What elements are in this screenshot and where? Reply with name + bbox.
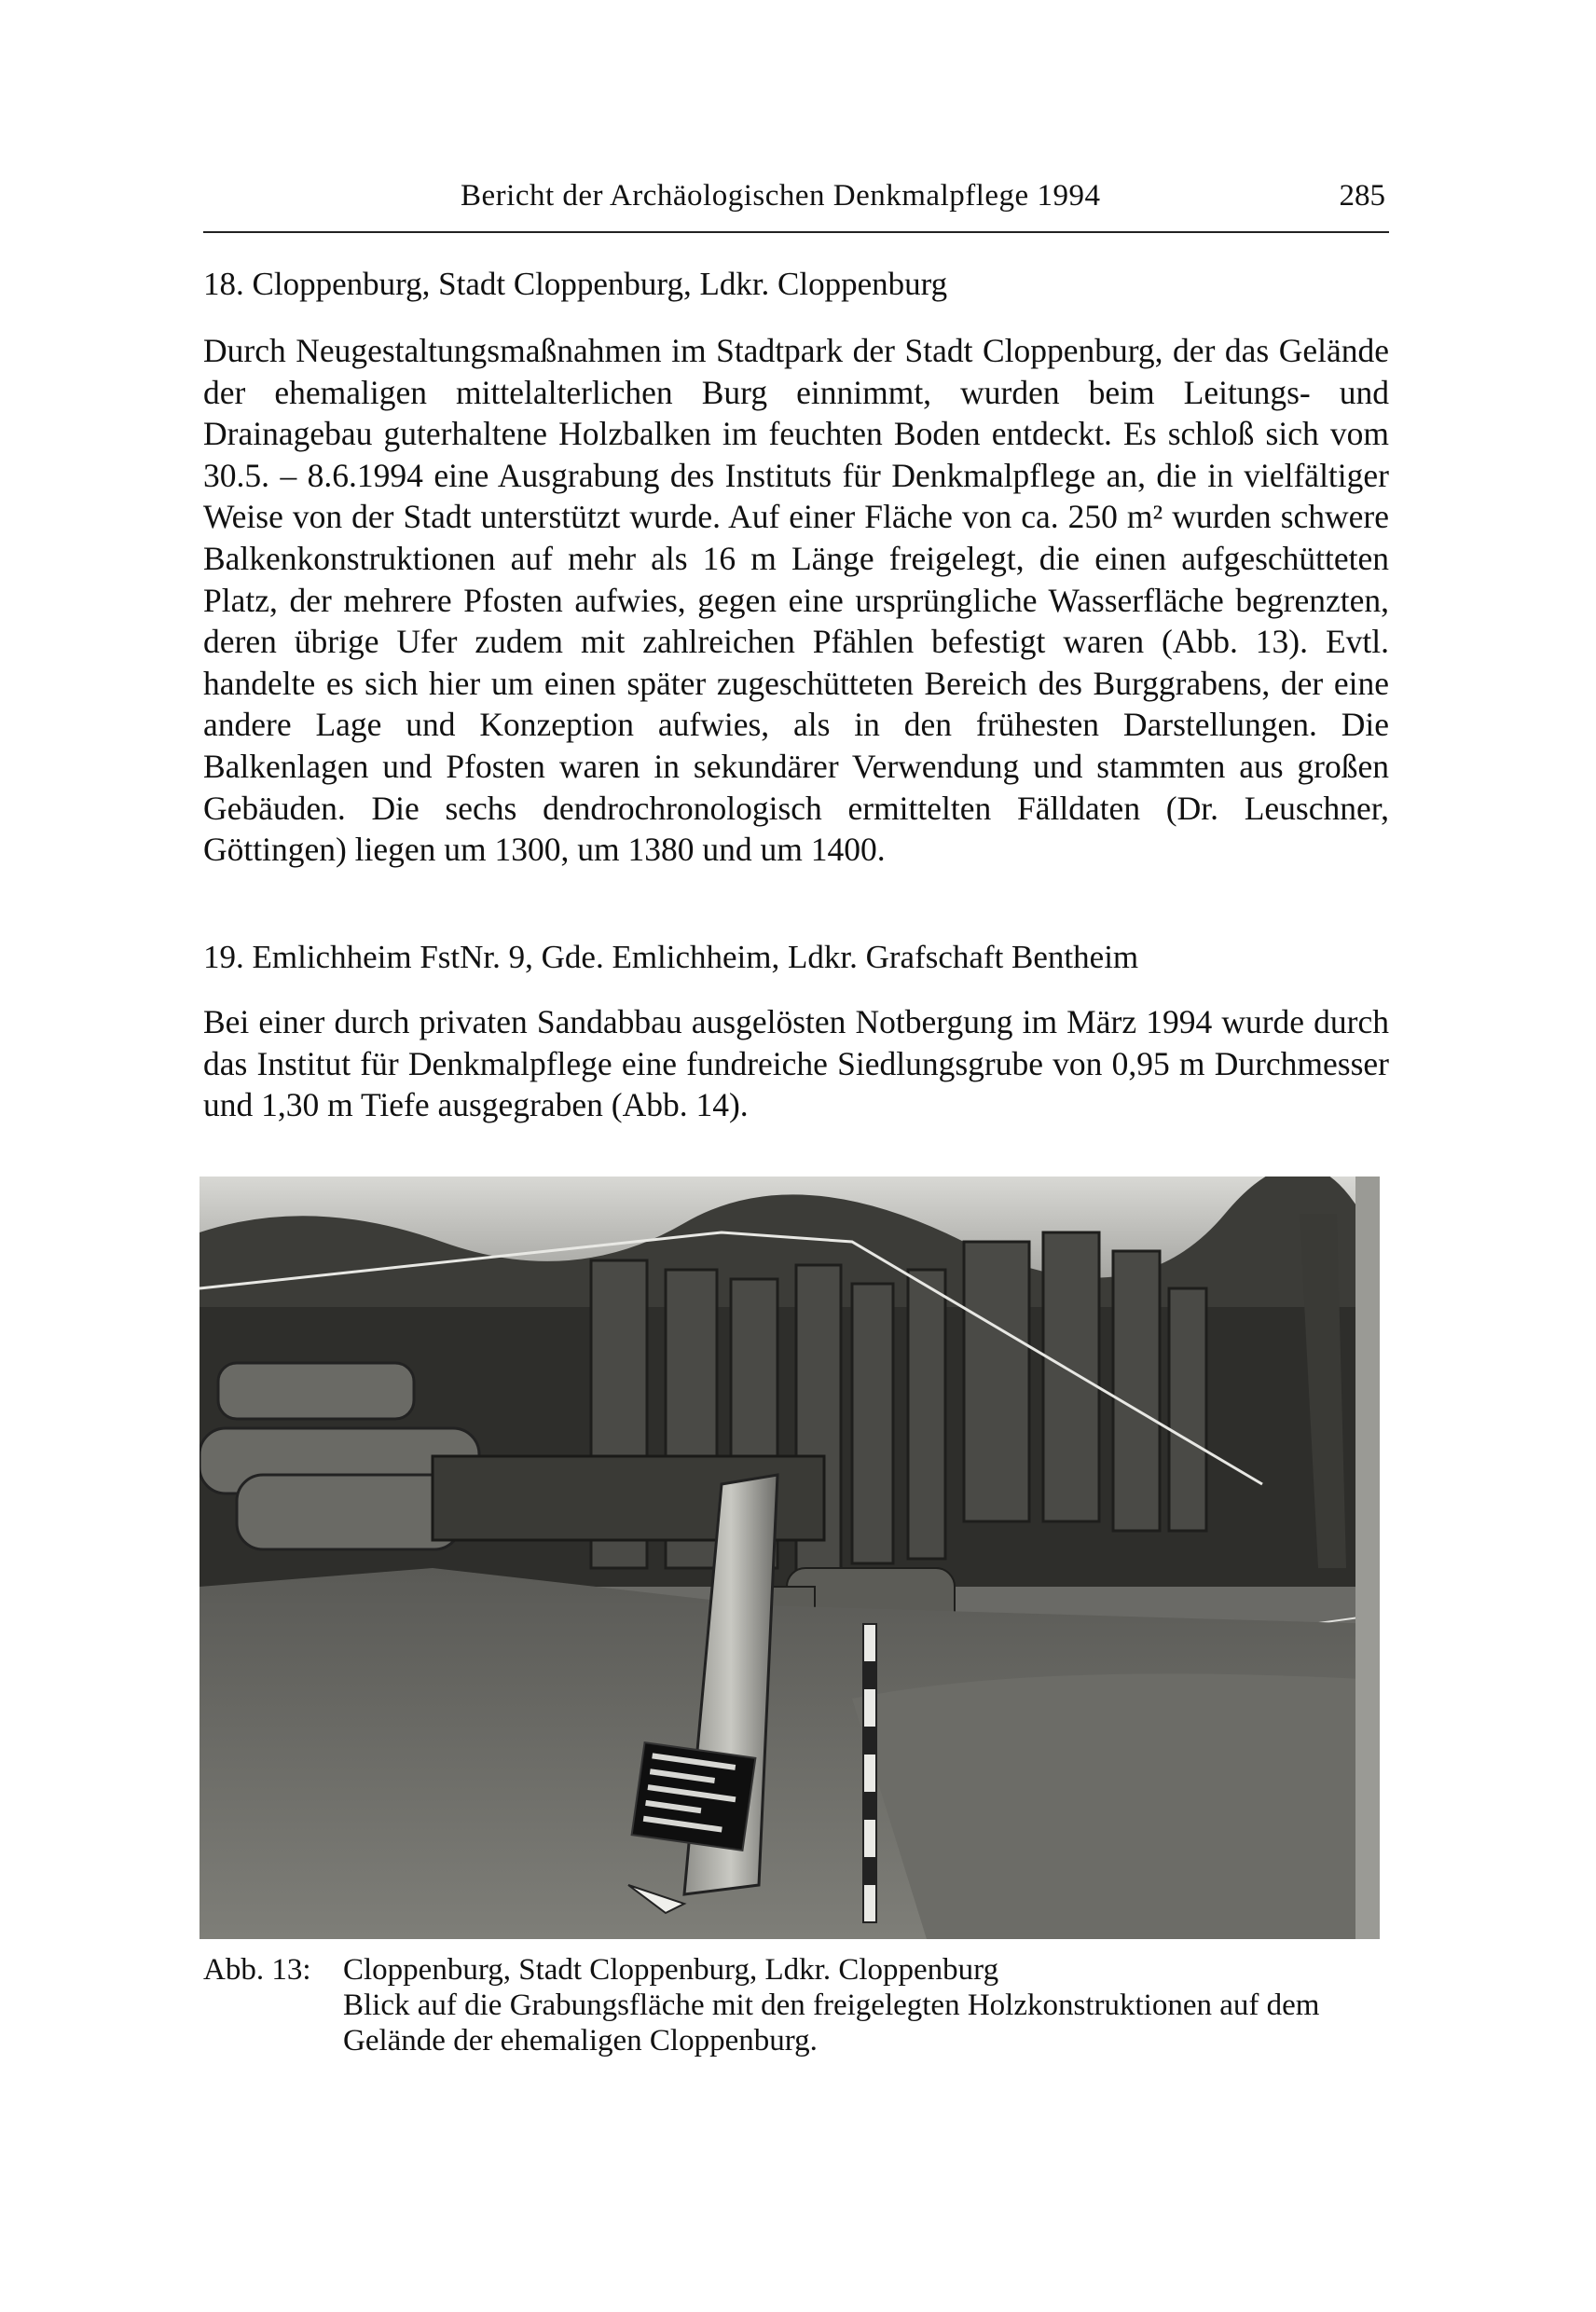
section-heading: 19. Emlichheim FstNr. 9, Gde. Emlichheim, Ldkr. Grafschaft Bentheim [203,939,1139,975]
figure-label: Abb. 13: [203,1953,311,1987]
caption-line: Cloppenburg, Stadt Cloppenburg, Ldkr. Cloppenburg [343,1953,999,1987]
running-header [203,179,1389,233]
caption-line: Blick auf die Grabungsfläche mit den freigelegten Holzkonstruktionen auf dem [343,1989,1320,2022]
section-18 [203,263,1389,871]
section-paragraph: Durch Neugestaltungsmaßnahmen im Stadtpark der Stadt Cloppenburg, der das Gelände der ehemaligen mittelalterlichen Burg einnimmt, wurden beim Leitungs- und Drainagebau guterhaltene Holzbalken im feuchten Boden entdeckt. Es schloß sich vom 30.5. – 8.6.1994 eine Ausgrabung des Instituts für Denkmalpflege an, die in vielfältiger Weise von der Stadt unterstützt wurde. Auf einer Fläche von ca. 250 m² wurden schwere Balkenkonstruktionen auf mehr als 16 m Länge freigelegt, die einen aufgeschütteten Platz, der mehrere Pfosten aufwies, gegen eine ursprüngliche Wasserfläche begrenzten, deren übrige Ufer zudem mit zahlreichen Pfählen befestigt waren (Abb. 13). Evtl. handelte es sich hier um einen später zugeschütteten Bereich des Burggrabens, der eine andere Lage und Konzeption aufwies, als in den frühesten Darstellungen. Die Balkenlagen und Pfosten waren in sekundärer Verwendung und stammten aus großen Gebäuden. Die sechs dendrochronologisch ermittelten Fälldaten (Dr. Leuschner, Göttingen) liegen um 1300, um 1380 und um 1400. [203,332,1389,869]
section-paragraph: Bei einer durch privaten Sandabbau ausgelösten Notbergung im März 1994 wurde durch das Institut für Denkmalpflege eine fundreiche Siedlungsgrube von 0,95 m Durchmesser und 1,30 m Tiefe ausgegraben (Abb. 14). [203,1003,1389,1124]
section-19 [203,936,1389,1126]
section-heading: 18. Cloppenburg, Stadt Cloppenburg, Ldkr. Cloppenburg [203,266,948,302]
caption-line: Gelände der ehemaligen Cloppenburg. [343,2024,818,2057]
excavation-photo [200,1177,1380,1939]
header-title: Bericht der Archäologischen Denkmalpflege 1994 [461,179,1101,213]
page-number: 285 [1339,179,1385,213]
